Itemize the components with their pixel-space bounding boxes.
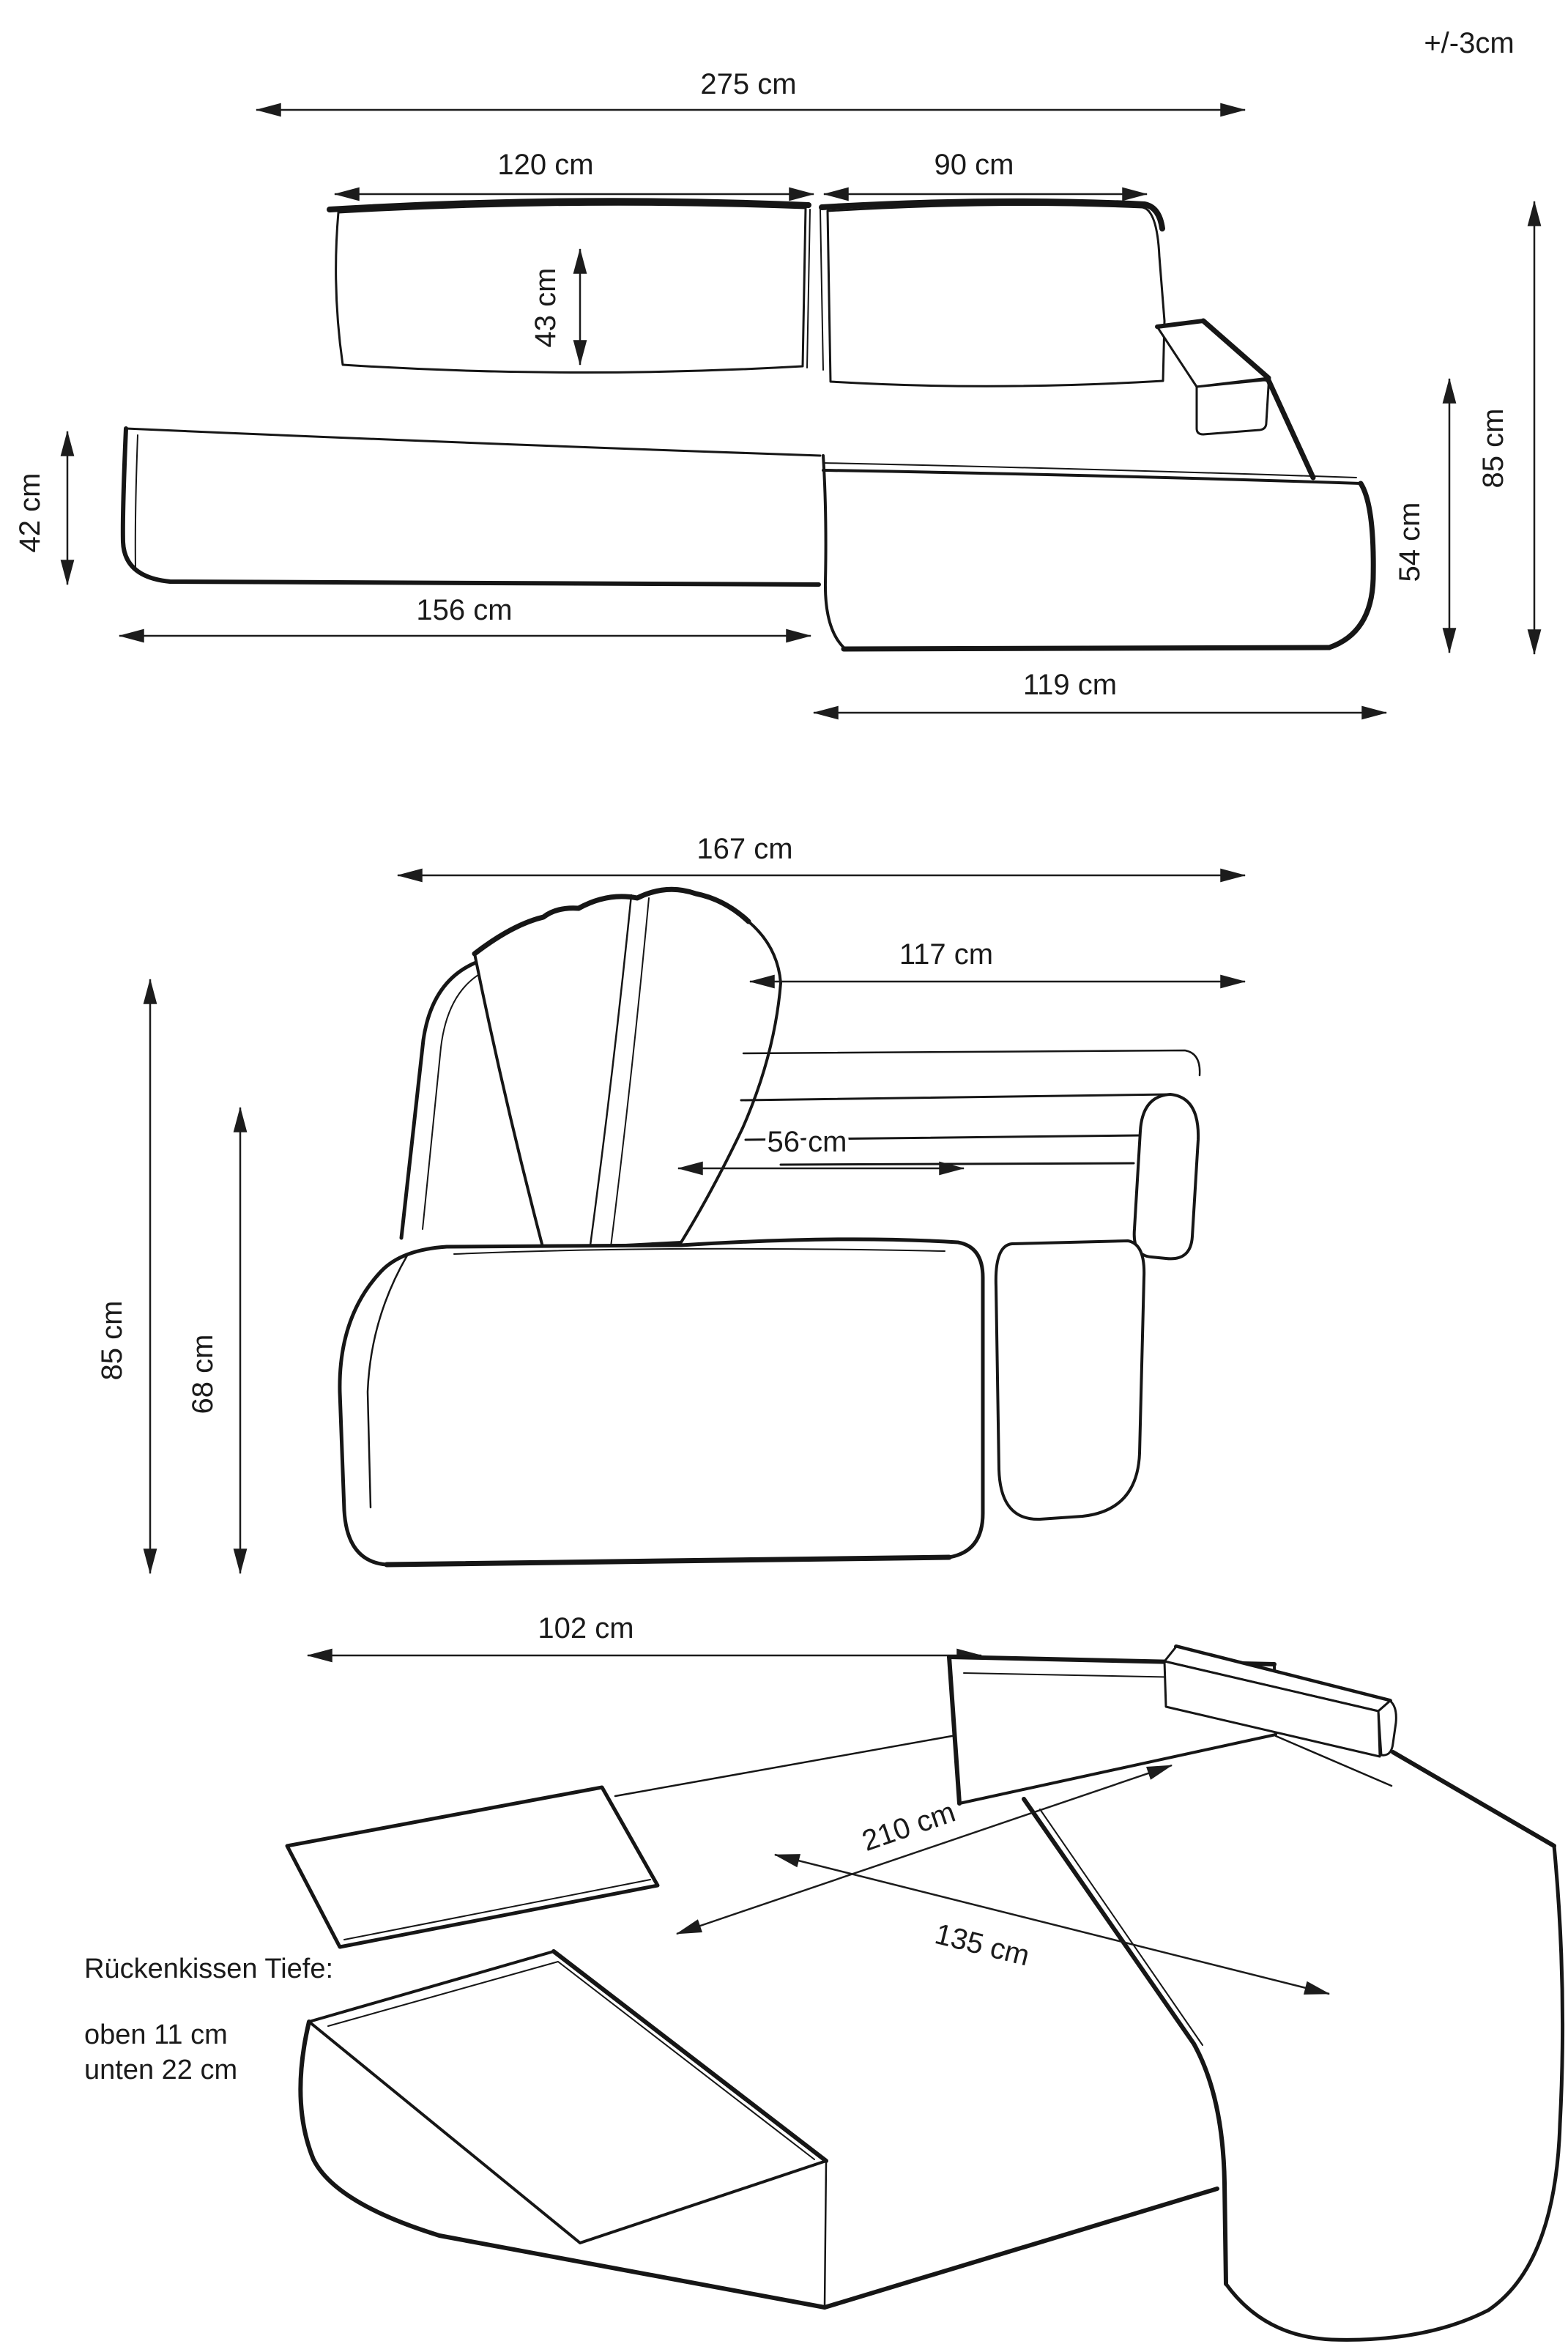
front-chaise-right-edge: [1329, 483, 1373, 648]
side-chaise-end-face: [996, 1241, 1144, 1519]
front-chaise-top-edge: [823, 470, 1361, 483]
front-cushion-divider-left: [807, 209, 810, 368]
dim-label-front-left-section-depth: 156 cm: [416, 594, 513, 626]
dim-label-side-backrest-height: 68 cm: [187, 1334, 219, 1414]
sleep-armrest-end-face: [1378, 1701, 1396, 1755]
side-backrest-cushion: [475, 889, 781, 1250]
dim-front-left-back-cushion: [335, 149, 814, 194]
sleep-chaise-right-outline: [1226, 1846, 1563, 2340]
dim-label-front-total-width: 275 cm: [700, 68, 797, 100]
dim-label-front-left-seat-height: 42 cm: [14, 472, 46, 553]
dim-side-chaise-length: [750, 938, 1245, 982]
front-armrest-front-face: [1197, 380, 1268, 434]
front-armrest-chaise-joint: [1268, 380, 1313, 478]
front-chaise-left-edge: [823, 456, 844, 648]
side-armrest-end-face: [1134, 1094, 1198, 1258]
dim-label-sleep-bed-width: 135 cm: [932, 1918, 1033, 1973]
side-back-panel: [401, 961, 480, 1238]
dim-side-total-height: [96, 979, 150, 1573]
dim-label-side-chaise-length: 117 cm: [899, 938, 994, 971]
dim-label-side-seat-depth: 56 cm: [767, 1126, 847, 1158]
tolerance-note: +/-3cm: [1424, 27, 1515, 59]
side-chaise-top-edge: [781, 1163, 1134, 1165]
front-right-back-cushion: [828, 204, 1164, 386]
dim-label-front-total-height: 85 cm: [1477, 408, 1509, 489]
side-chaise-far-top-edge: [743, 1050, 1200, 1075]
dim-label-side-total-height: 85 cm: [96, 1300, 128, 1381]
front-view: [14, 68, 1534, 713]
dim-front-right-back-cushion: [824, 149, 1147, 194]
dim-front-chaise-depth: [814, 669, 1386, 713]
dim-arrow-sleep-bed-width: [775, 1855, 1329, 1994]
sleep-left-wing: [287, 1787, 658, 1947]
dim-label-front-back-cushion-height: 43 cm: [530, 267, 562, 348]
dim-front-left-section-depth: [119, 594, 811, 636]
sleep-ottoman-top-face: [309, 1951, 826, 2243]
side-armrest-top-edge: [741, 1094, 1170, 1100]
dim-front-left-seat-height: [14, 431, 67, 585]
front-seat-seam: [135, 435, 138, 568]
dim-label-side-total-depth: 167 cm: [696, 833, 793, 865]
sleep-ottoman-corner-seam: [825, 2162, 826, 2306]
front-chaise-bottom-edge: [844, 648, 1329, 649]
front-seat-top-edge: [126, 429, 820, 456]
sleep-chaise-front-left-edge: [1024, 1799, 1226, 2284]
back-cushion-note-line-bottom: unten 22 cm: [84, 2055, 238, 2085]
dim-side-total-depth: [398, 833, 1245, 875]
back-cushion-note-line-top: oben 11 cm: [84, 2020, 228, 2050]
side-view: [96, 833, 1245, 1655]
dim-label-front-left-back-cushion: 120 cm: [497, 149, 594, 181]
dim-front-chaise-seat-height: [1394, 379, 1449, 653]
dim-label-front-right-back-cushion: 90 cm: [934, 149, 1014, 181]
dim-label-front-chaise-seat-height: 54 cm: [1394, 502, 1426, 582]
back-cushion-note: [84, 1954, 333, 2085]
back-cushion-note-title: Rückenkissen Tiefe:: [84, 1954, 334, 1984]
dim-side-base-depth: [308, 1612, 981, 1655]
sleep-ottoman-right-bottom-edge: [825, 2189, 1217, 2307]
dim-label-sleep-bed-length: 210 cm: [858, 1795, 959, 1858]
front-cushion-divider-right: [820, 209, 823, 370]
dim-side-backrest-height: [187, 1108, 240, 1573]
sleep-chaise-back-edge: [1393, 1752, 1554, 1846]
front-left-back-cushion: [336, 204, 806, 372]
dim-label-side-base-depth: 102 cm: [538, 1612, 634, 1644]
side-seat-block: [340, 1239, 983, 1565]
dim-sleep-bed-width: [775, 1855, 1329, 1994]
dim-front-total-width: [256, 68, 1245, 110]
dim-label-front-chaise-depth: 119 cm: [1022, 669, 1118, 701]
sleeping-function-view: [287, 1647, 1563, 2340]
dim-front-total-height: [1477, 201, 1534, 654]
